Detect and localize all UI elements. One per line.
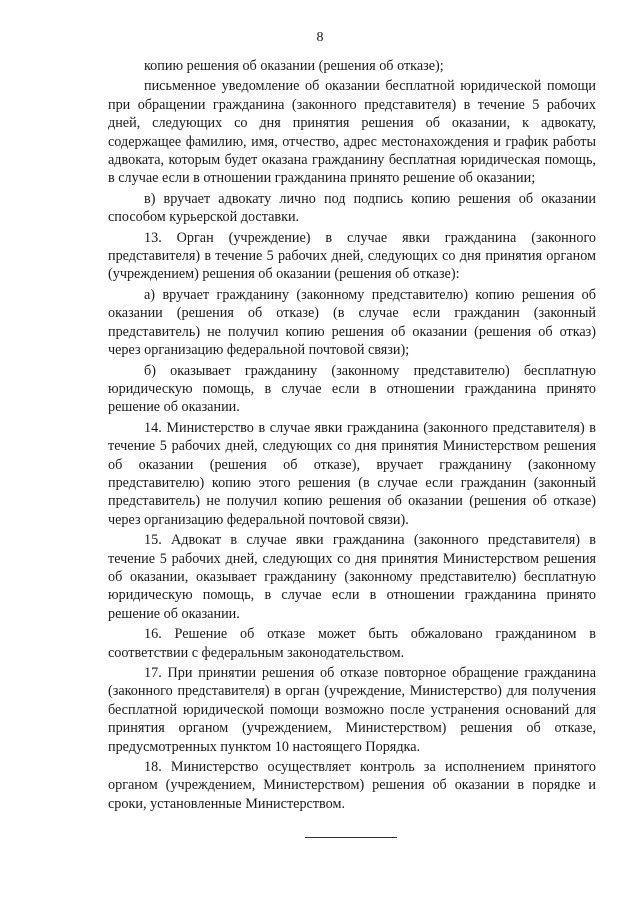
paragraph-1: копию решения об оказании (решения об отказе); — [144, 58, 444, 74]
paragraph-9: 16. Решение об отказе может быть обжаловано гражданином в соответствии с федеральным законодательством. — [108, 626, 596, 661]
paragraph-4: 13. Орган (учреждение) в случае явки гражданина (законного представителя) в течение 5 рабочих дней, следующих со дня принятия органом (учреждением) решения об оказании (решения об отказе): — [108, 229, 596, 283]
paragraph-5: а) вручает гражданину (законному представителю) копию решения об оказании (решения об отказе) (в случае если гражданин (законный представитель) не получил копию решения об оказании (решения об отказ) через организацию федеральной почтовой связи); — [108, 286, 596, 359]
paragraph-2: письменное уведомление об оказании бесплатной юридической помощи при обращении гражданина (законного представителя) в течение 5 рабочих дней, следующих со дня принятия решения об оказании, к адвокату, содержащее фамилию, имя, отчество, адрес местонахождения и график работы адвоката, которым будет оказана гражданину бесплатная юридическая помощь, в случае если в отношении гражданина принято решение об оказании; — [108, 78, 596, 187]
paragraph-10: 17. При принятии решения об отказе повторное обращение гражданина (законного представителя) в орган (учреждение, Министерство) для получения бесплатной юридической помощи возможно после устранения оснований для принятия органом (учреждением, Министерством) решения об отказе, предусмотренных пунктом 10 настоящего Порядка. — [108, 665, 596, 755]
document-body — [108, 57, 596, 815]
paragraph-8: 15. Адвокат в случае явки гражданина (законного представителя) в течение 5 рабочих дней, следующих со дня принятия Министерством решения об оказании, оказывает гражданину (законному представителю) бесплатную юридическую помощь, в случае если в отношении гражданина принято решение об оказании. — [108, 532, 596, 622]
paragraph-3: в) вручает адвокату лично под подпись копию решения об оказании способом курьерской доставки. — [108, 190, 596, 226]
paragraph-7: 14. Министерство в случае явки гражданина (законного представителя) в течение 5 рабочих дней, следующих со дня принятия Министерством решения об оказании (решения об отказе), вручает гражданину (законному представителю) копию этого решения (в случае если гражданин (законный представитель) не получил копию решения об оказании (решения об отказе) через организацию федеральной почтовой связи). — [108, 419, 596, 528]
end-divider — [305, 837, 397, 838]
paragraph-6: б) оказывает гражданину (законному представителю) бесплатную юридическую помощь, в случае если в отношении гражданина принято решение об оказании. — [108, 362, 596, 416]
paragraph-11: 18. Министерство осуществляет контроль за исполнением принятого органом (учреждением, Министерством) решения об оказании в порядке и сроки, установленные Министерством. — [108, 759, 596, 812]
page-number: 8 — [316, 30, 324, 45]
